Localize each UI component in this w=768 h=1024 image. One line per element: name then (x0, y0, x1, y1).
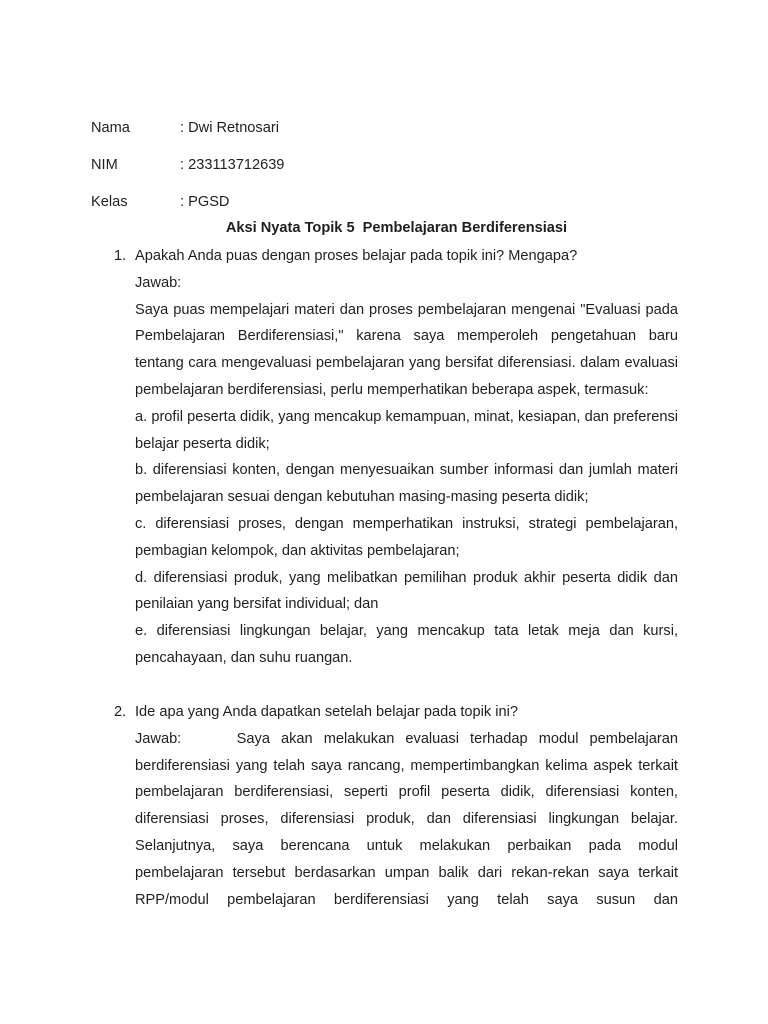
question-1-point-b: b. diferensiasi konten, dengan menyesuaikan sumber informasi dan jumlah materi pembelajaran sesuai dengan kebutuhan masing-masing peserta didik; (135, 462, 678, 506)
question-1-number: 1. (114, 248, 127, 264)
question-1-point-d: d. diferensiasi produk, yang melibatkan pemilihan produk akhir peserta didik dan penilaian yang bersifat individual; dan (135, 569, 678, 613)
nim-label: NIM (91, 157, 118, 173)
question-2-answer (135, 726, 678, 914)
question-2-answer-text: Saya akan melakukan evaluasi terhadap modul pembelajaran berdiferensiasi yang telah saya rancang, mempertimbangkan kelima aspek terkait pembelajaran berdiferensiasi, seperti profil peserta didik, diferensiasi konten, diferensiasi proses, diferensiasi produk, dan diferensiasi lingkungan belajar. Selanjutnya, saya berencana untuk melakukan perbaikan pada modul pembelajaran tersebut berdasarkan umpan balik dari rekan-rekan saya terkait RPP/modul pembelajaran berdiferensiasi yang telah saya susun dan (135, 730, 678, 908)
question-2-number: 2. (114, 704, 127, 720)
question-2-text: Ide apa yang Anda dapatkan setelah belajar pada topik ini? (135, 704, 518, 720)
question-1-answer-intro: Saya puas mempelajari materi dan proses pembelajaran mengenai "Evaluasi pada Pembelajaran Berdiferensiasi," karena saya memperoleh pengetahuan baru tentang cara mengevaluasi pembelajaran yang bersifat diferensiasi. dalam evaluasi pembelajaran berdiferensiasi, perlu memperhatikan beberapa aspek, termasuk: (135, 301, 678, 398)
document-title: Aksi Nyata Topik 5 Pembelajaran Berdiferensiasi (225, 220, 568, 236)
question-1-point-e: e. diferensiasi lingkungan belajar, yang mencakup tata letak meja dan kursi, pencahayaan, dan suhu ruangan. (135, 623, 678, 666)
question-1-block (135, 243, 678, 672)
nim-value: : 233113712639 (180, 157, 285, 173)
identity-row-kelas (91, 192, 229, 212)
question-1-point-a: a. profil peserta didik, yang mencakup kemampuan, minat, kesiapan, dan preferensi belajar peserta didik; (135, 408, 678, 452)
identity-row-nama (91, 118, 279, 138)
question-2-block (135, 699, 678, 913)
question-1-point-c: c. diferensiasi proses, dengan memperhatikan instruksi, strategi pembelajaran, pembagian kelompok, dan aktivitas pembelajaran; (135, 515, 678, 559)
question-1-answer-label: Jawab: (135, 274, 182, 291)
nama-value: : Dwi Retnosari (180, 120, 279, 136)
kelas-value: : PGSD (180, 194, 230, 210)
identity-row-nim (91, 155, 284, 175)
nama-label: Nama (91, 120, 130, 136)
kelas-label: Kelas (91, 194, 128, 210)
question-1-text: Apakah Anda puas dengan proses belajar pada topik ini? Mengapa? (135, 248, 578, 264)
question-2-answer-label: Jawab: (135, 730, 182, 747)
